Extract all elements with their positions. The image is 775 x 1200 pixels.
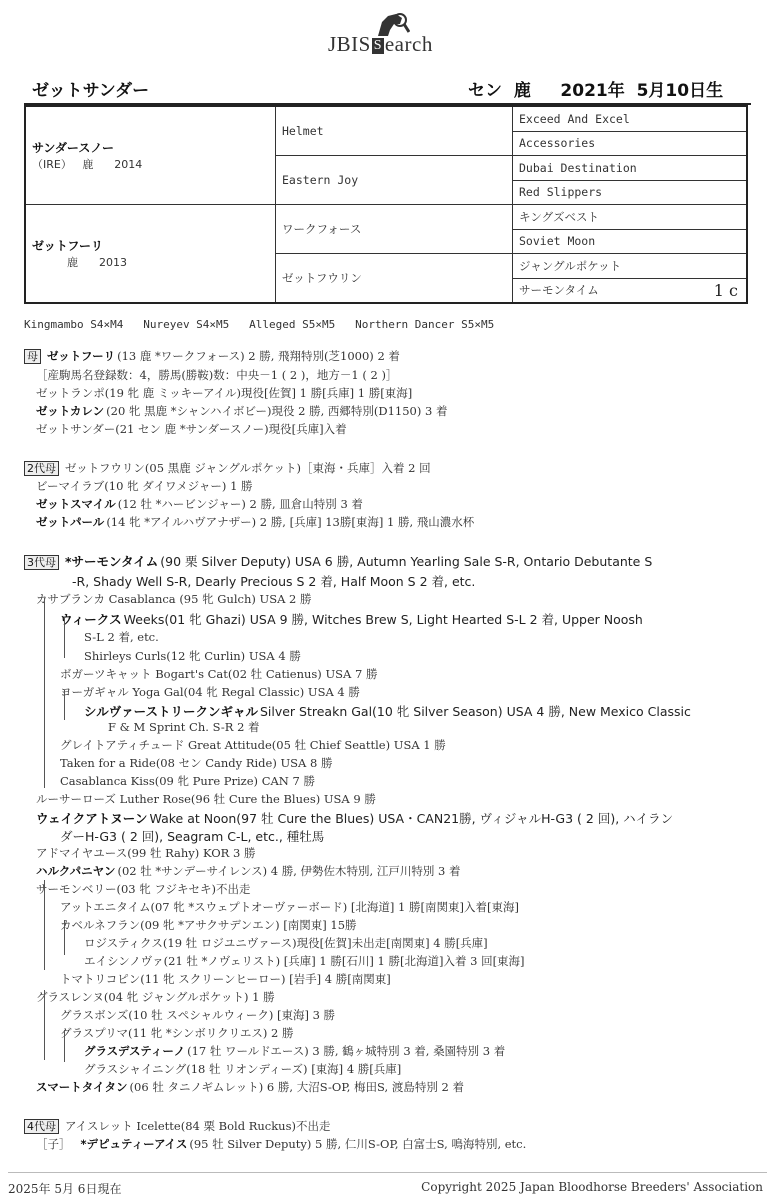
g3-cell[interactable]: Soviet Moon — [513, 229, 748, 254]
family-line — [60, 827, 324, 845]
line-text: ヨーガギャル Yoga Gal(04 牝 Regal Classic) USA 4 勝 — [60, 685, 360, 699]
generation-tag: 3代母 — [24, 555, 59, 570]
line-text: トマトリコピン(11 牝 スクリーンヒーロー) [岩手] 4 勝[南関東] — [60, 972, 391, 986]
line-text: (12 牡 *ハービンジャー) 2 勝, 皿倉山特別 3 着 — [117, 497, 363, 511]
family-line — [36, 791, 376, 807]
family-line — [36, 845, 255, 861]
sire-detail: （IRE） 鹿 2014 — [32, 158, 143, 171]
line-text: (95 牡 Silver Deputy) 5 勝, 仁川S-OP, 白富士S, 鳴海特別, etc. — [189, 1137, 527, 1151]
horse-link[interactable]: シルヴァーストリークンギャル — [84, 704, 258, 719]
horse-link[interactable]: ゼットフーリ — [47, 349, 116, 363]
family-line — [60, 666, 377, 682]
line-text: Casablanca Kiss(09 牝 Pure Prize) CAN 7 勝 — [60, 774, 315, 788]
line-text: カベルネフラン(09 牝 *アサクサデンエン) [南関東] 15勝 — [60, 918, 357, 932]
line-text: ダーH-G3 ( 2 回), Seagram C-L, etc., 種牡馬 — [60, 829, 325, 844]
family-line — [60, 899, 519, 915]
line-text: サーモンベリー(03 牝 フジキセキ)不出走 — [36, 882, 251, 896]
g3-cell[interactable]: Exceed And Excel — [513, 106, 748, 131]
horse-name: ゼットサンダー — [32, 81, 150, 101]
line-text: (02 牡 *サンデーサイレンス) 4 勝, 伊勢佐木特別, 江戸川特別 3 着 — [117, 864, 461, 878]
line-text: ボガーツキャット Bogart's Cat(02 牡 Catienus) USA 7 勝 — [60, 667, 378, 681]
generation-tag: 4代母 — [24, 1119, 59, 1134]
line-text: (90 栗 Silver Deputy) USA 6 勝, Autumn Yearling Sale S-R, Ontario Debutante S — [160, 554, 653, 569]
family-line — [60, 1025, 294, 1041]
family-line — [84, 953, 525, 969]
g3-cell-last — [513, 278, 748, 303]
line-text: アットエニタイム(07 牝 *スウェプトオーヴァーボード) [北海道] 1 勝[南関東]入着[東海] — [60, 900, 519, 914]
family-line — [72, 572, 475, 590]
line-text: Silver Streakn Gal(10 牝 Silver Season) USA 4 勝, New Mexico Classic — [259, 704, 691, 719]
horse-link[interactable]: ウェイクアトヌーン — [36, 811, 148, 826]
tree-line — [44, 880, 45, 970]
pedigree-table — [24, 105, 748, 304]
family-line — [36, 367, 397, 383]
g2-cell[interactable]: Helmet — [276, 106, 513, 156]
line-text: (06 牡 タニノギムレット) 6 勝, 大沼S-OP, 梅田S, 渡島特別 2 着 — [129, 1080, 464, 1094]
line-text: ロジスティクス(19 牡 ロジユニヴァース)現役[佐賀]未出走[南関東] 4 勝[兵庫] — [84, 936, 488, 950]
family-line — [84, 629, 159, 645]
family-line — [36, 385, 412, 401]
tree-line — [64, 920, 65, 955]
dam-cell — [25, 205, 276, 304]
family-line — [84, 1061, 401, 1077]
family-line — [36, 809, 673, 827]
family-line — [36, 1079, 464, 1095]
line-text: ［産駒馬名登録数：4，勝馬(勝鞍)数：中央－1 ( 2 )，地方－1 ( 2 )］ — [36, 368, 398, 382]
line-text: グレイトアティチュード Great Attitude(05 牡 Chief Seattle) USA 1 勝 — [60, 738, 446, 752]
line-text: (20 牝 黒鹿 *シャンハイボビー)現役 2 勝, 西郷特別(D1150) 3 着 — [106, 404, 448, 418]
family-line — [108, 719, 260, 735]
line-text: エイシンノヴァ(21 牡 *ノヴェリスト) [兵庫] 1 勝[石川] 1 勝[北海道]入着 3 回[東海] — [84, 954, 525, 968]
tree-line — [44, 598, 45, 788]
line-text: カサブランカ Casablanca (95 牝 Gulch) USA 2 勝 — [36, 592, 312, 606]
family-line — [36, 881, 250, 897]
family-line — [36, 591, 312, 607]
footer-date: 2025年 5月 6日現在 — [8, 1182, 122, 1196]
line-text: (13 鹿 *ワークフォース) 2 勝, 飛翔特別(芝1000) 2 着 — [117, 349, 400, 363]
family-line — [36, 514, 474, 530]
g3-cell[interactable]: Accessories — [513, 131, 748, 156]
family-line — [24, 1118, 330, 1134]
family-line — [24, 552, 652, 570]
generation-tag: 母 — [24, 349, 41, 364]
family-line — [36, 863, 461, 879]
horse-link[interactable]: *サーモンタイム — [65, 554, 159, 569]
footer-copyright: Copyright 2025 Japan Bloodhorse Breeders' Association — [421, 1180, 763, 1194]
horse-link[interactable]: スマートタイタン — [36, 1080, 128, 1094]
line-text: (14 牝 *アイルハヴアナザー) 2 勝, [兵庫] 13勝[東海] 1 勝, 飛山濃水杯 — [106, 515, 475, 529]
family-line — [36, 1136, 526, 1152]
family-line — [36, 989, 275, 1005]
family-line — [84, 1043, 505, 1059]
g2-cell[interactable]: ワークフォース — [276, 205, 513, 254]
line-text: ゼットフウリン(05 黒鹿 ジャングルポケット)［東海・兵庫］入着 2 回 — [65, 461, 431, 475]
dam-name[interactable]: ゼットフーリ — [32, 239, 104, 253]
horse-link[interactable]: ゼットカレン — [36, 404, 105, 418]
line-text: ビーマイラブ(10 牝 ダイワメジャー) 1 勝 — [36, 479, 253, 493]
family-number: 1 c — [713, 280, 738, 300]
line-text: グラスシャイニング(18 牡 リオンディーズ) [東海] 4 勝[兵庫] — [84, 1062, 402, 1076]
line-text: Shirleys Curls(12 牝 Curlin) USA 4 勝 — [84, 649, 301, 663]
family-line — [36, 496, 363, 512]
family-line — [60, 684, 360, 700]
line-text: ゼットランポ(19 牝 鹿 ミッキーアイル)現役[佐賀] 1 勝[兵庫] 1 勝[東海] — [36, 386, 413, 400]
family-line — [36, 403, 448, 419]
tree-line — [64, 690, 65, 720]
tree-line — [64, 1030, 65, 1062]
line-prefix: ［子］ — [36, 1137, 71, 1151]
line-text: -R, Shady Well S-R, Dearly Precious S 2 着, Half Moon S 2 着, etc. — [72, 574, 476, 589]
logo-text: JBIS S earch — [328, 32, 433, 56]
line-text: ルーサーローズ Luther Rose(96 牡 Cure the Blues) USA 9 勝 — [36, 792, 376, 806]
line-text: Taken for a Ride(08 セン Candy Ride) USA 8 勝 — [60, 756, 333, 770]
family-line — [60, 1007, 335, 1023]
horse-link[interactable]: ウィークス — [60, 612, 122, 627]
line-text: Wake at Noon(97 牡 Cure the Blues) USA・CAN21勝, ヴィジャルH-G3 ( 2 回), ハイラン — [149, 811, 674, 826]
family-line — [60, 610, 643, 628]
line-text: グラスボンズ(10 牡 スペシャルウィーク) [東海] 3 勝 — [60, 1008, 336, 1022]
dam-detail: 鹿 2013 — [32, 256, 127, 269]
family-line — [60, 971, 391, 987]
family-line — [60, 917, 357, 933]
sire-name[interactable]: サンダースノー — [32, 141, 114, 155]
horse-link[interactable]: ハルクパニヤン — [36, 864, 116, 878]
line-text: グラスレンヌ(04 牝 ジャングルポケット) 1 勝 — [36, 990, 275, 1004]
g3-cell[interactable]: Red Slippers — [513, 180, 748, 205]
horse-link[interactable]: グラスデスティーノ — [84, 1044, 186, 1058]
tree-line — [64, 618, 65, 658]
generation-tag: 2代母 — [24, 461, 59, 476]
family-line — [36, 478, 253, 494]
line-text: F & M Sprint Ch. S-R 2 着 — [108, 720, 260, 734]
family-line — [84, 702, 691, 720]
line-text: S-L 2 着, etc. — [84, 630, 159, 644]
line-text: アイスレット Icelette(84 栗 Bold Ruckus)不出走 — [65, 1119, 331, 1133]
g2-cell[interactable]: ゼットフウリン — [276, 254, 513, 304]
line-text: アドマイヤユース(99 牡 Rahy) KOR 3 勝 — [36, 846, 256, 860]
line-text: (17 牡 ワールドエース) 3 勝, 鶴ヶ城特別 3 着, 桑園特別 3 着 — [187, 1044, 506, 1058]
family-line — [36, 421, 347, 437]
horse-info: セン 鹿 2021年 5月10日生 — [468, 81, 724, 101]
g3-cell[interactable]: ジャングルポケット — [513, 254, 748, 279]
line-text: Weeks(01 牝 Ghazi) USA 9 勝, Witches Brew S, Light Hearted S-L 2 着, Upper Noosh — [123, 612, 643, 627]
horse-link[interactable]: ゼットスマイル — [36, 497, 116, 511]
g3-cell[interactable]: Dubai Destination — [513, 156, 748, 181]
jbis-search-logo[interactable] — [0, 4, 775, 54]
tree-line — [44, 990, 45, 1060]
family-line — [24, 460, 431, 476]
family-line — [24, 348, 400, 364]
g3-name[interactable]: サーモンタイム — [519, 283, 599, 298]
sire-cell — [25, 106, 276, 205]
line-text: グラスプリマ(11 牝 *シンボリクリエス) 2 勝 — [60, 1026, 294, 1040]
family-line — [60, 773, 315, 789]
horse-link[interactable]: ゼットパール — [36, 515, 105, 529]
family-line — [84, 648, 301, 664]
family-line — [60, 737, 446, 753]
horse-link[interactable]: *デピュティーアイス — [80, 1137, 188, 1151]
g3-cell[interactable]: キングズベスト — [513, 205, 748, 230]
g2-cell[interactable]: Eastern Joy — [276, 156, 513, 205]
inbreeding-summary: Kingmambo S4×M4 Nureyev S4×M5 Alleged S5×M5 Northern Dancer S5×M5 — [24, 318, 495, 331]
family-line — [84, 935, 488, 951]
footer-divider — [8, 1172, 767, 1173]
line-text: ゼットサンダー(21 セン 鹿 *サンダースノー)現役[兵庫]入着 — [36, 422, 347, 436]
family-line — [60, 755, 332, 771]
